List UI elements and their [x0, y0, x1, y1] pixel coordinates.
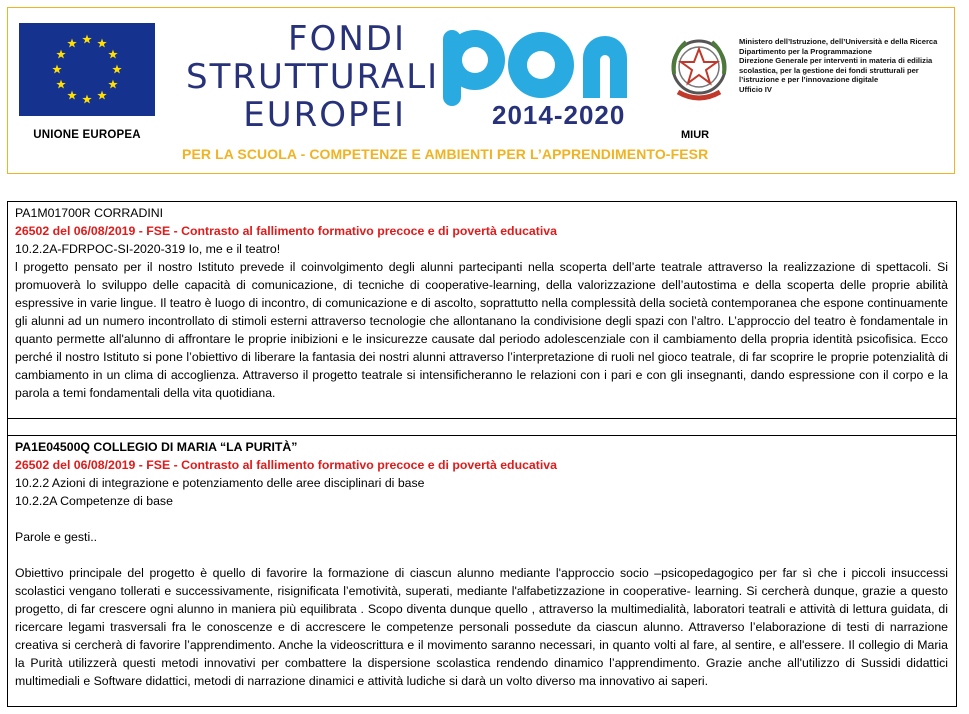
ministry-line: Ministero dell’Istruzione, dell’Università e della Ricerca: [739, 37, 938, 46]
ministry-line: scolastica, per la gestione dei fondi strutturali per: [739, 65, 919, 75]
action-code: 10.2.2 Azioni di integrazione e potenziamento delle aree disciplinari di base: [15, 476, 425, 490]
project-cell-corradini: [7, 201, 957, 419]
action-subcode: 10.2.2A Competenze di base: [15, 494, 173, 508]
fondi-line: STRUTTURALI: [186, 57, 440, 97]
school-code: PA1M01700R CORRADINI: [15, 206, 164, 220]
project-description: l progetto pensato per il nostro Istituto prevede il coinvolgimento degli alunni partecipanti nella scoperta dell’arte teatrale attraverso la realizzazione di spettacoli. Si promuoverà lo sviluppo delle capacità di comunicazione, di tecniche di cooperative-learning, della valorizzazione dell’autostima e della scoperta delle proprie abilità espressive in varie lingue. Il teatro è luogo di incontro, di comunicazione e di ascolto, soprattutto nella complessità della società contemporanea che espone continuamente gli alunni ad un numero incontrollato di stimoli esterni attraverso tecnologie che allontanano la condivisione degli spazi con l’altro. L’approccio del teatro è fondamentale in quanto permette all'alunno di affrontare le proprie inibizioni e le insicurezze causate dal periodo adolescenziale con il cambiamento della propria identità psicofisica. Ecco perché il nostro Istituto si pone l’obiettivo di liberare la fantasia dei nostri alunni attraverso l’interpretazione di ruoli nel gioco teatrale, di far scoprire le proprie potenzialità di cambiamento in un clima di accoglienza. Attraverso il progetto teatrale si intensificheranno le relazioni con i pari e con gli insegnanti, dando espressione con il corpo e la parola a temi fondamentali della vita quotidiana.: [15, 260, 948, 400]
ministry-line: Ufficio IV: [739, 84, 772, 94]
call-reference: 26502 del 06/08/2019 - FSE - Contrasto al fallimento formativo precoce e di povertà educativa: [15, 224, 557, 238]
pon-years: 2014-2020: [492, 100, 626, 130]
fondi-strutturali-logo: [186, 19, 440, 135]
miur-label: MIUR: [681, 129, 710, 141]
pon-banner: [7, 7, 955, 174]
fondi-line: FONDI: [288, 19, 406, 59]
table-spacer-row: [7, 419, 957, 436]
banner-tagline: PER LA SCUOLA - COMPETENZE E AMBIENTI PER L’APPRENDIMENTO-FESR: [182, 146, 709, 162]
eu-label: UNIONE EUROPEA: [33, 129, 141, 141]
project-code: 10.2.2A-FDRPOC-SI-2020-319 Io, me e il teatro!: [15, 242, 281, 256]
call-reference: 26502 del 06/08/2019 - FSE - Contrasto al fallimento formativo precoce e di povertà educativa: [15, 458, 557, 472]
project-title: Parole e gesti..: [15, 530, 98, 544]
ministry-description: [739, 37, 954, 95]
italian-republic-emblem-icon: [666, 34, 732, 106]
blank-line: [15, 510, 948, 528]
fondi-line: EUROPEI: [243, 95, 406, 135]
project-cell-collegio-di-maria: [7, 435, 957, 707]
school-code: PA1E04500Q COLLEGIO DI MARIA “LA PURITÀ”: [15, 440, 298, 454]
blank-line: [15, 546, 948, 564]
project-description: Obiettivo principale del progetto è quello di favorire la formazione di ciascun alunno mediante l'approccio socio –psicopedagogico per far sì che i piccoli insuccessi scolastici vengano tollerati e successivamente, risignificata l’emotività, superati, mediante l'alfabetizzazione in cooperative- learning. Si cercherà dunque, grazie a questo progetto, di far crescere ogni alunno in maniera più equilibrata . Scopo diventa dunque quello , attraverso la multimedialità, laboratori teatrali e attività di lettura guidata, di ricercare legami trasversali fra le conoscenze e di accrescere le competenze personali possedute da ciascun alunno. Attraverso l’elaborazione di testi di narrazione creativa si cercherà di favorire l’apprendimento. Anche la videoscrittura e il movimento saranno necessari, in quanto volti al fare, al sentire, e all'essere. Il collegio di Maria la Purità utilizzerà questi metodi innovativi per combattere la dispersione scolastica rendendo dinamico l’apprendimento. Grazie anche all'utilizzo di Sussidi didattici multimediali e Software didattici, metodi di narrazione dinamici e attività ludiche si darà un volto diverso ma innovativo ai saperi.: [15, 566, 948, 688]
ministry-line: Dipartimento per la Programmazione: [739, 46, 872, 56]
ministry-line: l’istruzione e per l’innovazione digitale: [739, 75, 879, 85]
ministry-line: Direzione Generale per interventi in materia di edilizia: [739, 56, 933, 66]
eu-flag-icon: [19, 23, 155, 116]
